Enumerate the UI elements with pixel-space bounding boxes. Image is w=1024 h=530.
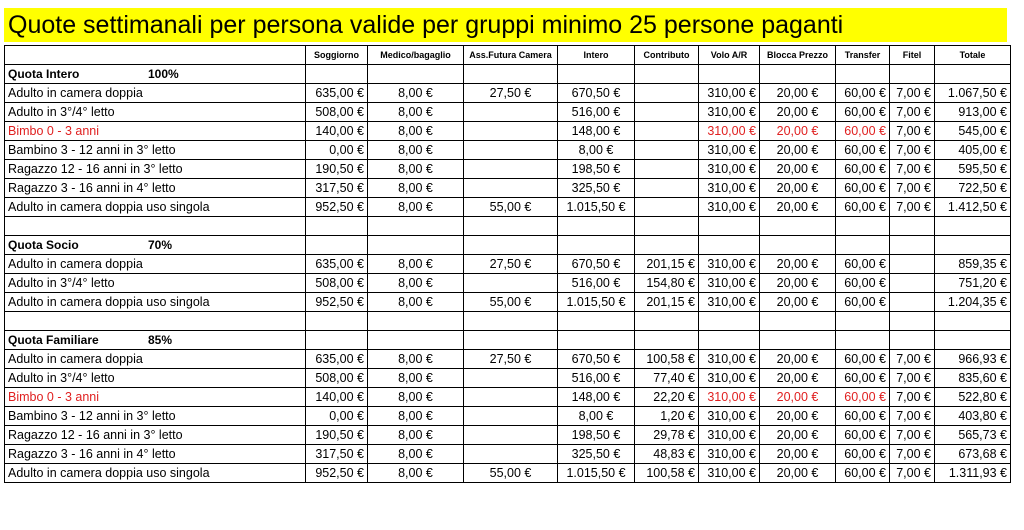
empty-cell — [558, 236, 635, 255]
section-percent: 100% — [148, 67, 179, 81]
cell-ass: 55,00 € — [464, 293, 558, 312]
cell-soggiorno: 140,00 € — [306, 122, 368, 141]
spacer-row — [5, 217, 1011, 236]
empty-cell — [836, 312, 890, 331]
empty-cell — [464, 65, 558, 84]
cell-contributo: 201,15 € — [635, 255, 699, 274]
cell-intero: 1.015,50 € — [558, 464, 635, 483]
table-row — [5, 293, 1011, 312]
cell-soggiorno: 952,50 € — [306, 198, 368, 217]
cell-intero: 670,50 € — [558, 255, 635, 274]
cell-blocca: 20,00 € — [760, 407, 836, 426]
cell-intero: 516,00 € — [558, 103, 635, 122]
empty-cell — [306, 217, 368, 236]
table-row — [5, 464, 1011, 483]
section-header-row — [5, 236, 1011, 255]
cell-ass — [464, 141, 558, 160]
cell-ass — [464, 407, 558, 426]
cell-medico: 8,00 € — [368, 274, 464, 293]
cell-transfer: 60,00 € — [836, 388, 890, 407]
cell-soggiorno: 317,50 € — [306, 445, 368, 464]
cell-fitel: 7,00 € — [890, 388, 935, 407]
empty-cell — [368, 236, 464, 255]
section-title: Quota Socio — [8, 238, 79, 252]
cell-contributo: 201,15 € — [635, 293, 699, 312]
cell-fitel: 7,00 € — [890, 160, 935, 179]
cell-totale: 405,00 € — [935, 141, 1011, 160]
cell-soggiorno: 317,50 € — [306, 179, 368, 198]
section-title-cell — [5, 331, 306, 350]
cell-transfer: 60,00 € — [836, 255, 890, 274]
cell-blocca: 20,00 € — [760, 445, 836, 464]
cell-totale: 966,93 € — [935, 350, 1011, 369]
cell-blocca: 20,00 € — [760, 293, 836, 312]
cell-medico: 8,00 € — [368, 293, 464, 312]
table-row — [5, 255, 1011, 274]
header-cell: Contributo — [635, 46, 699, 65]
cell-contributo: 100,58 € — [635, 350, 699, 369]
cell-medico: 8,00 € — [368, 179, 464, 198]
row-label: Adulto in camera doppia uso singola — [5, 293, 306, 312]
empty-cell — [306, 65, 368, 84]
cell-volo: 310,00 € — [699, 198, 760, 217]
cell-ass — [464, 388, 558, 407]
header-cell: Totale — [935, 46, 1011, 65]
table-row — [5, 350, 1011, 369]
empty-cell — [5, 312, 306, 331]
cell-soggiorno: 635,00 € — [306, 350, 368, 369]
row-label: Adulto in camera doppia uso singola — [5, 198, 306, 217]
cell-soggiorno: 190,50 € — [306, 426, 368, 445]
cell-fitel — [890, 255, 935, 274]
cell-transfer: 60,00 € — [836, 274, 890, 293]
cell-blocca: 20,00 € — [760, 160, 836, 179]
row-label: Adulto in 3°/4° letto — [5, 369, 306, 388]
cell-transfer: 60,00 € — [836, 198, 890, 217]
cell-contributo: 100,58 € — [635, 464, 699, 483]
cell-blocca: 20,00 € — [760, 198, 836, 217]
empty-cell — [558, 331, 635, 350]
cell-volo: 310,00 € — [699, 293, 760, 312]
header-cell: Intero — [558, 46, 635, 65]
cell-fitel: 7,00 € — [890, 464, 935, 483]
empty-cell — [935, 217, 1011, 236]
cell-totale: 673,68 € — [935, 445, 1011, 464]
cell-totale: 1.311,93 € — [935, 464, 1011, 483]
table-row — [5, 103, 1011, 122]
cell-intero: 670,50 € — [558, 350, 635, 369]
cell-ass — [464, 160, 558, 179]
cell-ass — [464, 274, 558, 293]
cell-ass: 27,50 € — [464, 255, 558, 274]
cell-transfer: 60,00 € — [836, 407, 890, 426]
cell-transfer: 60,00 € — [836, 293, 890, 312]
empty-cell — [890, 331, 935, 350]
cell-contributo: 48,83 € — [635, 445, 699, 464]
cell-contributo: 154,80 € — [635, 274, 699, 293]
cell-blocca: 20,00 € — [760, 141, 836, 160]
cell-blocca: 20,00 € — [760, 84, 836, 103]
cell-totale: 403,80 € — [935, 407, 1011, 426]
empty-cell — [760, 217, 836, 236]
cell-fitel — [890, 274, 935, 293]
empty-cell — [635, 312, 699, 331]
empty-cell — [306, 312, 368, 331]
section-title-cell — [5, 236, 306, 255]
cell-medico: 8,00 € — [368, 255, 464, 274]
cell-volo: 310,00 € — [699, 160, 760, 179]
row-label: Ragazzo 3 - 16 anni in 4° letto — [5, 445, 306, 464]
cell-fitel: 7,00 € — [890, 122, 935, 141]
cell-totale: 545,00 € — [935, 122, 1011, 141]
table-row — [5, 369, 1011, 388]
cell-totale: 751,20 € — [935, 274, 1011, 293]
cell-volo: 310,00 € — [699, 122, 760, 141]
cell-contributo: 22,20 € — [635, 388, 699, 407]
row-label: Adulto in 3°/4° letto — [5, 274, 306, 293]
empty-cell — [836, 236, 890, 255]
cell-transfer: 60,00 € — [836, 103, 890, 122]
empty-cell — [890, 65, 935, 84]
empty-cell — [558, 312, 635, 331]
empty-cell — [368, 312, 464, 331]
cell-volo: 310,00 € — [699, 464, 760, 483]
cell-fitel — [890, 293, 935, 312]
cell-volo: 310,00 € — [699, 141, 760, 160]
section-title: Quota Familiare — [8, 333, 99, 347]
row-label: Ragazzo 3 - 16 anni in 4° letto — [5, 179, 306, 198]
cell-intero: 8,00 € — [558, 141, 635, 160]
cell-volo: 310,00 € — [699, 350, 760, 369]
empty-cell — [760, 312, 836, 331]
empty-cell — [699, 65, 760, 84]
cell-transfer: 60,00 € — [836, 160, 890, 179]
section-title: Quota Intero — [8, 67, 80, 81]
empty-cell — [464, 331, 558, 350]
header-cell: Volo A/R — [699, 46, 760, 65]
header-cell: Medico/bagaglio — [368, 46, 464, 65]
empty-cell — [836, 65, 890, 84]
cell-ass — [464, 122, 558, 141]
cell-fitel: 7,00 € — [890, 141, 935, 160]
header-row — [5, 46, 1011, 65]
cell-totale: 595,50 € — [935, 160, 1011, 179]
empty-cell — [699, 236, 760, 255]
empty-cell — [464, 217, 558, 236]
header-cell — [5, 46, 306, 65]
cell-volo: 310,00 € — [699, 445, 760, 464]
table-row — [5, 198, 1011, 217]
cell-intero: 148,00 € — [558, 388, 635, 407]
cell-intero: 325,50 € — [558, 445, 635, 464]
empty-cell — [760, 236, 836, 255]
row-label: Adulto in camera doppia — [5, 350, 306, 369]
cell-intero: 198,50 € — [558, 160, 635, 179]
cell-contributo — [635, 84, 699, 103]
cell-contributo — [635, 179, 699, 198]
cell-totale: 565,73 € — [935, 426, 1011, 445]
section-header-row — [5, 331, 1011, 350]
cell-soggiorno: 0,00 € — [306, 407, 368, 426]
cell-transfer: 60,00 € — [836, 350, 890, 369]
empty-cell — [306, 331, 368, 350]
cell-transfer: 60,00 € — [836, 141, 890, 160]
cell-ass — [464, 179, 558, 198]
empty-cell — [699, 217, 760, 236]
section-header-row — [5, 65, 1011, 84]
empty-cell — [890, 312, 935, 331]
cell-intero: 516,00 € — [558, 274, 635, 293]
header-cell: Soggiorno — [306, 46, 368, 65]
cell-intero: 670,50 € — [558, 84, 635, 103]
row-label: Adulto in camera doppia — [5, 84, 306, 103]
cell-blocca: 20,00 € — [760, 369, 836, 388]
table-row — [5, 179, 1011, 198]
empty-cell — [5, 217, 306, 236]
title-bar — [4, 8, 1007, 42]
section-percent: 70% — [148, 238, 173, 252]
empty-cell — [699, 312, 760, 331]
cell-medico: 8,00 € — [368, 103, 464, 122]
cell-medico: 8,00 € — [368, 141, 464, 160]
cell-intero: 516,00 € — [558, 369, 635, 388]
cell-soggiorno: 508,00 € — [306, 369, 368, 388]
table-row — [5, 426, 1011, 445]
cell-medico: 8,00 € — [368, 198, 464, 217]
cell-fitel: 7,00 € — [890, 350, 935, 369]
cell-blocca: 20,00 € — [760, 122, 836, 141]
empty-cell — [368, 331, 464, 350]
cell-medico: 8,00 € — [368, 369, 464, 388]
cell-medico: 8,00 € — [368, 122, 464, 141]
cell-volo: 310,00 € — [699, 84, 760, 103]
header-cell: Fitel — [890, 46, 935, 65]
cell-transfer: 60,00 € — [836, 369, 890, 388]
cell-transfer: 60,00 € — [836, 122, 890, 141]
section-title-cell — [5, 65, 306, 84]
section-percent: 85% — [148, 333, 173, 347]
cell-volo: 310,00 € — [699, 426, 760, 445]
empty-cell — [935, 312, 1011, 331]
cell-blocca: 20,00 € — [760, 464, 836, 483]
cell-intero: 1.015,50 € — [558, 293, 635, 312]
empty-cell — [836, 331, 890, 350]
cell-soggiorno: 952,50 € — [306, 293, 368, 312]
cell-blocca: 20,00 € — [760, 179, 836, 198]
cell-ass: 27,50 € — [464, 350, 558, 369]
cell-fitel: 7,00 € — [890, 445, 935, 464]
header-cell: Ass.Futura Camera — [464, 46, 558, 65]
cell-transfer: 60,00 € — [836, 464, 890, 483]
cell-totale: 859,35 € — [935, 255, 1011, 274]
row-label: Ragazzo 12 - 16 anni in 3° letto — [5, 426, 306, 445]
empty-cell — [760, 331, 836, 350]
cell-blocca: 20,00 € — [760, 426, 836, 445]
cell-contributo — [635, 160, 699, 179]
cell-contributo — [635, 122, 699, 141]
empty-cell — [368, 217, 464, 236]
header-cell: Blocca Prezzo — [760, 46, 836, 65]
empty-cell — [935, 65, 1011, 84]
cell-soggiorno: 508,00 € — [306, 103, 368, 122]
row-label: Bambino 3 - 12 anni in 3° letto — [5, 407, 306, 426]
cell-volo: 310,00 € — [699, 274, 760, 293]
cell-fitel: 7,00 € — [890, 198, 935, 217]
cell-volo: 310,00 € — [699, 369, 760, 388]
empty-cell — [635, 331, 699, 350]
table-body — [5, 46, 1011, 483]
cell-ass: 55,00 € — [464, 198, 558, 217]
empty-cell — [306, 236, 368, 255]
cell-volo: 310,00 € — [699, 388, 760, 407]
cell-fitel: 7,00 € — [890, 407, 935, 426]
empty-cell — [558, 217, 635, 236]
empty-cell — [760, 65, 836, 84]
row-label: Adulto in 3°/4° letto — [5, 103, 306, 122]
cell-medico: 8,00 € — [368, 407, 464, 426]
table-row — [5, 160, 1011, 179]
cell-transfer: 60,00 € — [836, 84, 890, 103]
table-row — [5, 407, 1011, 426]
empty-cell — [635, 217, 699, 236]
cell-totale: 1.204,35 € — [935, 293, 1011, 312]
cell-ass: 55,00 € — [464, 464, 558, 483]
cell-soggiorno: 190,50 € — [306, 160, 368, 179]
cell-transfer: 60,00 € — [836, 426, 890, 445]
empty-cell — [464, 236, 558, 255]
cell-transfer: 60,00 € — [836, 179, 890, 198]
cell-contributo: 77,40 € — [635, 369, 699, 388]
cell-medico: 8,00 € — [368, 464, 464, 483]
row-label: Bambino 3 - 12 anni in 3° letto — [5, 141, 306, 160]
empty-cell — [836, 217, 890, 236]
cell-soggiorno: 635,00 € — [306, 255, 368, 274]
table-row — [5, 445, 1011, 464]
cell-soggiorno: 635,00 € — [306, 84, 368, 103]
cell-fitel: 7,00 € — [890, 103, 935, 122]
cell-ass — [464, 103, 558, 122]
empty-cell — [558, 65, 635, 84]
spacer-row — [5, 312, 1011, 331]
cell-volo: 310,00 € — [699, 179, 760, 198]
empty-cell — [368, 65, 464, 84]
row-label: Adulto in camera doppia uso singola — [5, 464, 306, 483]
cell-intero: 8,00 € — [558, 407, 635, 426]
cell-soggiorno: 140,00 € — [306, 388, 368, 407]
cell-soggiorno: 952,50 € — [306, 464, 368, 483]
cell-totale: 835,60 € — [935, 369, 1011, 388]
cell-intero: 198,50 € — [558, 426, 635, 445]
row-label: Bimbo 0 - 3 anni — [5, 122, 306, 141]
cell-medico: 8,00 € — [368, 388, 464, 407]
table-row — [5, 141, 1011, 160]
cell-medico: 8,00 € — [368, 160, 464, 179]
cell-totale: 1.067,50 € — [935, 84, 1011, 103]
empty-cell — [635, 236, 699, 255]
cell-totale: 722,50 € — [935, 179, 1011, 198]
cell-ass — [464, 445, 558, 464]
table-row — [5, 122, 1011, 141]
table-row — [5, 388, 1011, 407]
cell-intero: 148,00 € — [558, 122, 635, 141]
table-row — [5, 84, 1011, 103]
cell-intero: 1.015,50 € — [558, 198, 635, 217]
empty-cell — [699, 331, 760, 350]
cell-medico: 8,00 € — [368, 426, 464, 445]
page-title: Quote settimanali per persona valide per gruppi minimo 25 persone paganti — [8, 11, 844, 39]
cell-blocca: 20,00 € — [760, 350, 836, 369]
cell-blocca: 20,00 € — [760, 274, 836, 293]
cell-totale: 913,00 € — [935, 103, 1011, 122]
price-table — [4, 45, 1011, 483]
cell-totale: 1.412,50 € — [935, 198, 1011, 217]
table-row — [5, 274, 1011, 293]
cell-soggiorno: 0,00 € — [306, 141, 368, 160]
cell-fitel: 7,00 € — [890, 369, 935, 388]
cell-ass — [464, 426, 558, 445]
cell-transfer: 60,00 € — [836, 445, 890, 464]
empty-cell — [635, 65, 699, 84]
cell-ass — [464, 369, 558, 388]
empty-cell — [464, 312, 558, 331]
header-cell: Transfer — [836, 46, 890, 65]
cell-contributo — [635, 141, 699, 160]
empty-cell — [935, 236, 1011, 255]
cell-volo: 310,00 € — [699, 255, 760, 274]
cell-blocca: 20,00 € — [760, 255, 836, 274]
empty-cell — [890, 217, 935, 236]
cell-volo: 310,00 € — [699, 407, 760, 426]
cell-soggiorno: 508,00 € — [306, 274, 368, 293]
cell-ass: 27,50 € — [464, 84, 558, 103]
cell-totale: 522,80 € — [935, 388, 1011, 407]
row-label: Ragazzo 12 - 16 anni in 3° letto — [5, 160, 306, 179]
cell-medico: 8,00 € — [368, 84, 464, 103]
cell-blocca: 20,00 € — [760, 388, 836, 407]
cell-volo: 310,00 € — [699, 103, 760, 122]
cell-medico: 8,00 € — [368, 350, 464, 369]
cell-contributo: 29,78 € — [635, 426, 699, 445]
empty-cell — [890, 236, 935, 255]
empty-cell — [935, 331, 1011, 350]
row-label: Adulto in camera doppia — [5, 255, 306, 274]
cell-fitel: 7,00 € — [890, 426, 935, 445]
row-label: Bimbo 0 - 3 anni — [5, 388, 306, 407]
cell-contributo — [635, 198, 699, 217]
cell-medico: 8,00 € — [368, 445, 464, 464]
cell-contributo — [635, 103, 699, 122]
cell-contributo: 1,20 € — [635, 407, 699, 426]
cell-intero: 325,50 € — [558, 179, 635, 198]
cell-fitel: 7,00 € — [890, 179, 935, 198]
cell-fitel: 7,00 € — [890, 84, 935, 103]
cell-blocca: 20,00 € — [760, 103, 836, 122]
